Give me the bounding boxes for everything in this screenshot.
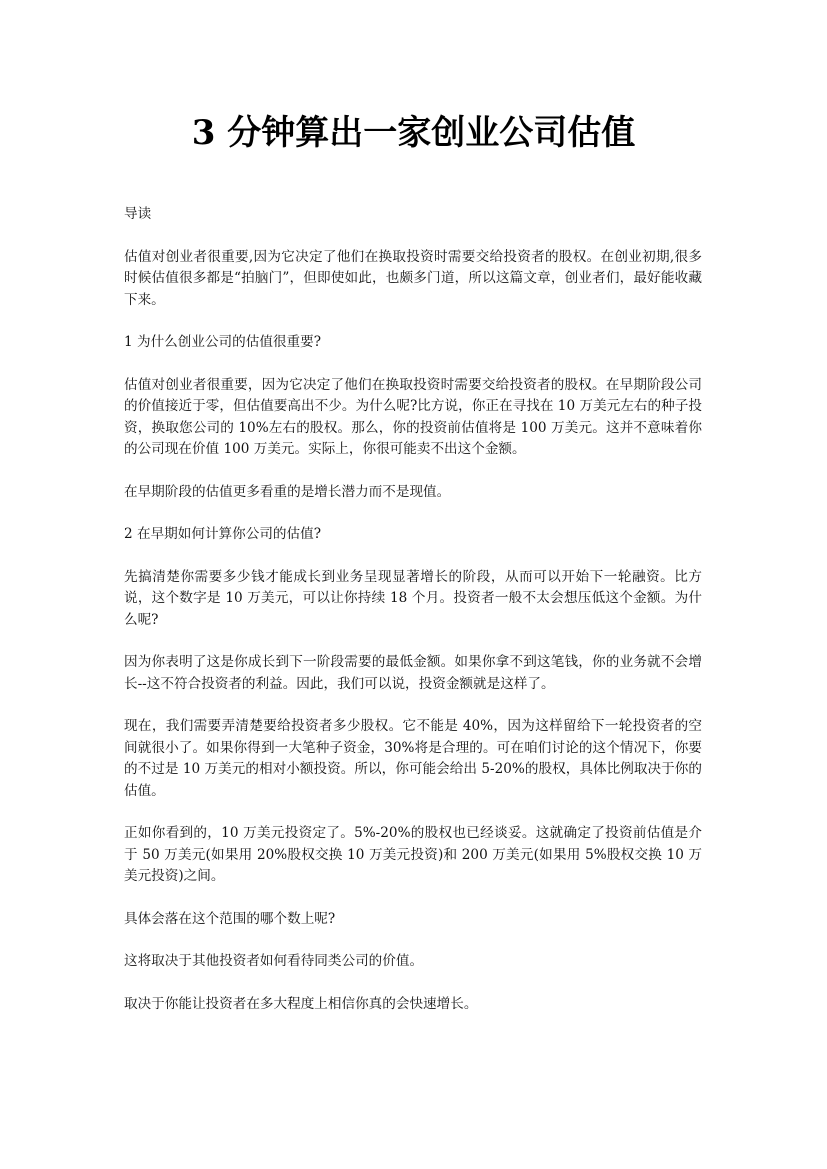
document-body bbox=[124, 204, 702, 1036]
section-1-heading: 1 为什么创业公司的估值很重要? bbox=[124, 334, 321, 350]
document-title: 3 分钟算出一家创业公司估值 bbox=[191, 113, 636, 153]
section-2-paragraph-3: 现在，我们需要弄清楚要给投资者多少股权。它不能是 40%，因为这样留给下一轮投资者的空间就很小了。如果你得到一大笔种子资金，30%将是合理的。可在咱们讨论的这个情况下，你要的不过是 10 万美元的相对小额投资。所以，你可能会给出 5-20%的股权，具体比例取决于你的估值。 bbox=[124, 718, 702, 799]
section-2-heading: 2 在早期如何计算你公司的估值? bbox=[124, 526, 321, 542]
section-2-paragraph-7: 取决于你能让投资者在多大程度上相信你真的会快速增长。 bbox=[124, 995, 478, 1012]
section-2-paragraph-4: 正如你看到的，10 万美元投资定了。5%-20%的股权也已经谈妥。这就确定了投资前估值是介于 50 万美元(如果用 20%股权交换 10 万美元投资)和 200 万美元(如果用 5%股权交换 10 万美元投资)之间。 bbox=[124, 825, 702, 884]
section-1-paragraph-1: 估值对创业者很重要，因为它决定了他们在换取投资时需要交给投资者的股权。在早期阶段公司的价值接近于零，但估值要高出不少。为什么呢?比方说，你正在寻找在 10 万美元左右的种子投资，换取您公司的 10%左右的股权。那么，你的投资前估值将是 100 万美元。这并不意味着你的公司现在价值 100 万美元。实际上，你很可能卖不出这个金额。 bbox=[124, 376, 702, 457]
section-2-paragraph-6: 这将取决于其他投资者如何看待同类公司的价值。 bbox=[124, 953, 424, 969]
intro-paragraph: 估值对创业者很重要,因为它决定了他们在换取投资时需要交给投资者的股权。在创业初期,很多时候估值很多都是“拍脑门”，但即使如此，也颇多门道，所以这篇文章，创业者们，最好能收藏下来。 bbox=[124, 248, 702, 308]
section-2-paragraph-5: 具体会落在这个范围的哪个数上呢? bbox=[124, 910, 336, 927]
section-1-paragraph-2: 在早期阶段的估值更多看重的是增长潜力而不是现值。 bbox=[124, 483, 451, 500]
section-2-paragraph-2: 因为你表明了这是你成长到下一阶段需要的最低金额。如果你拿不到这笔钱，你的业务就不会增长--这不符合投资者的利益。因此，我们可以说，投资金额就是这样了。 bbox=[124, 654, 702, 692]
section-2-paragraph-1: 先搞清楚你需要多少钱才能成长到业务呈现显著增长的阶段，从而可以开始下一轮融资。比方说，这个数字是 10 万美元，可以让你持续 18 个月。投资者一般不太会想压低这个金额。为什么呢? bbox=[124, 568, 702, 628]
intro-label: 导读 bbox=[124, 206, 152, 222]
